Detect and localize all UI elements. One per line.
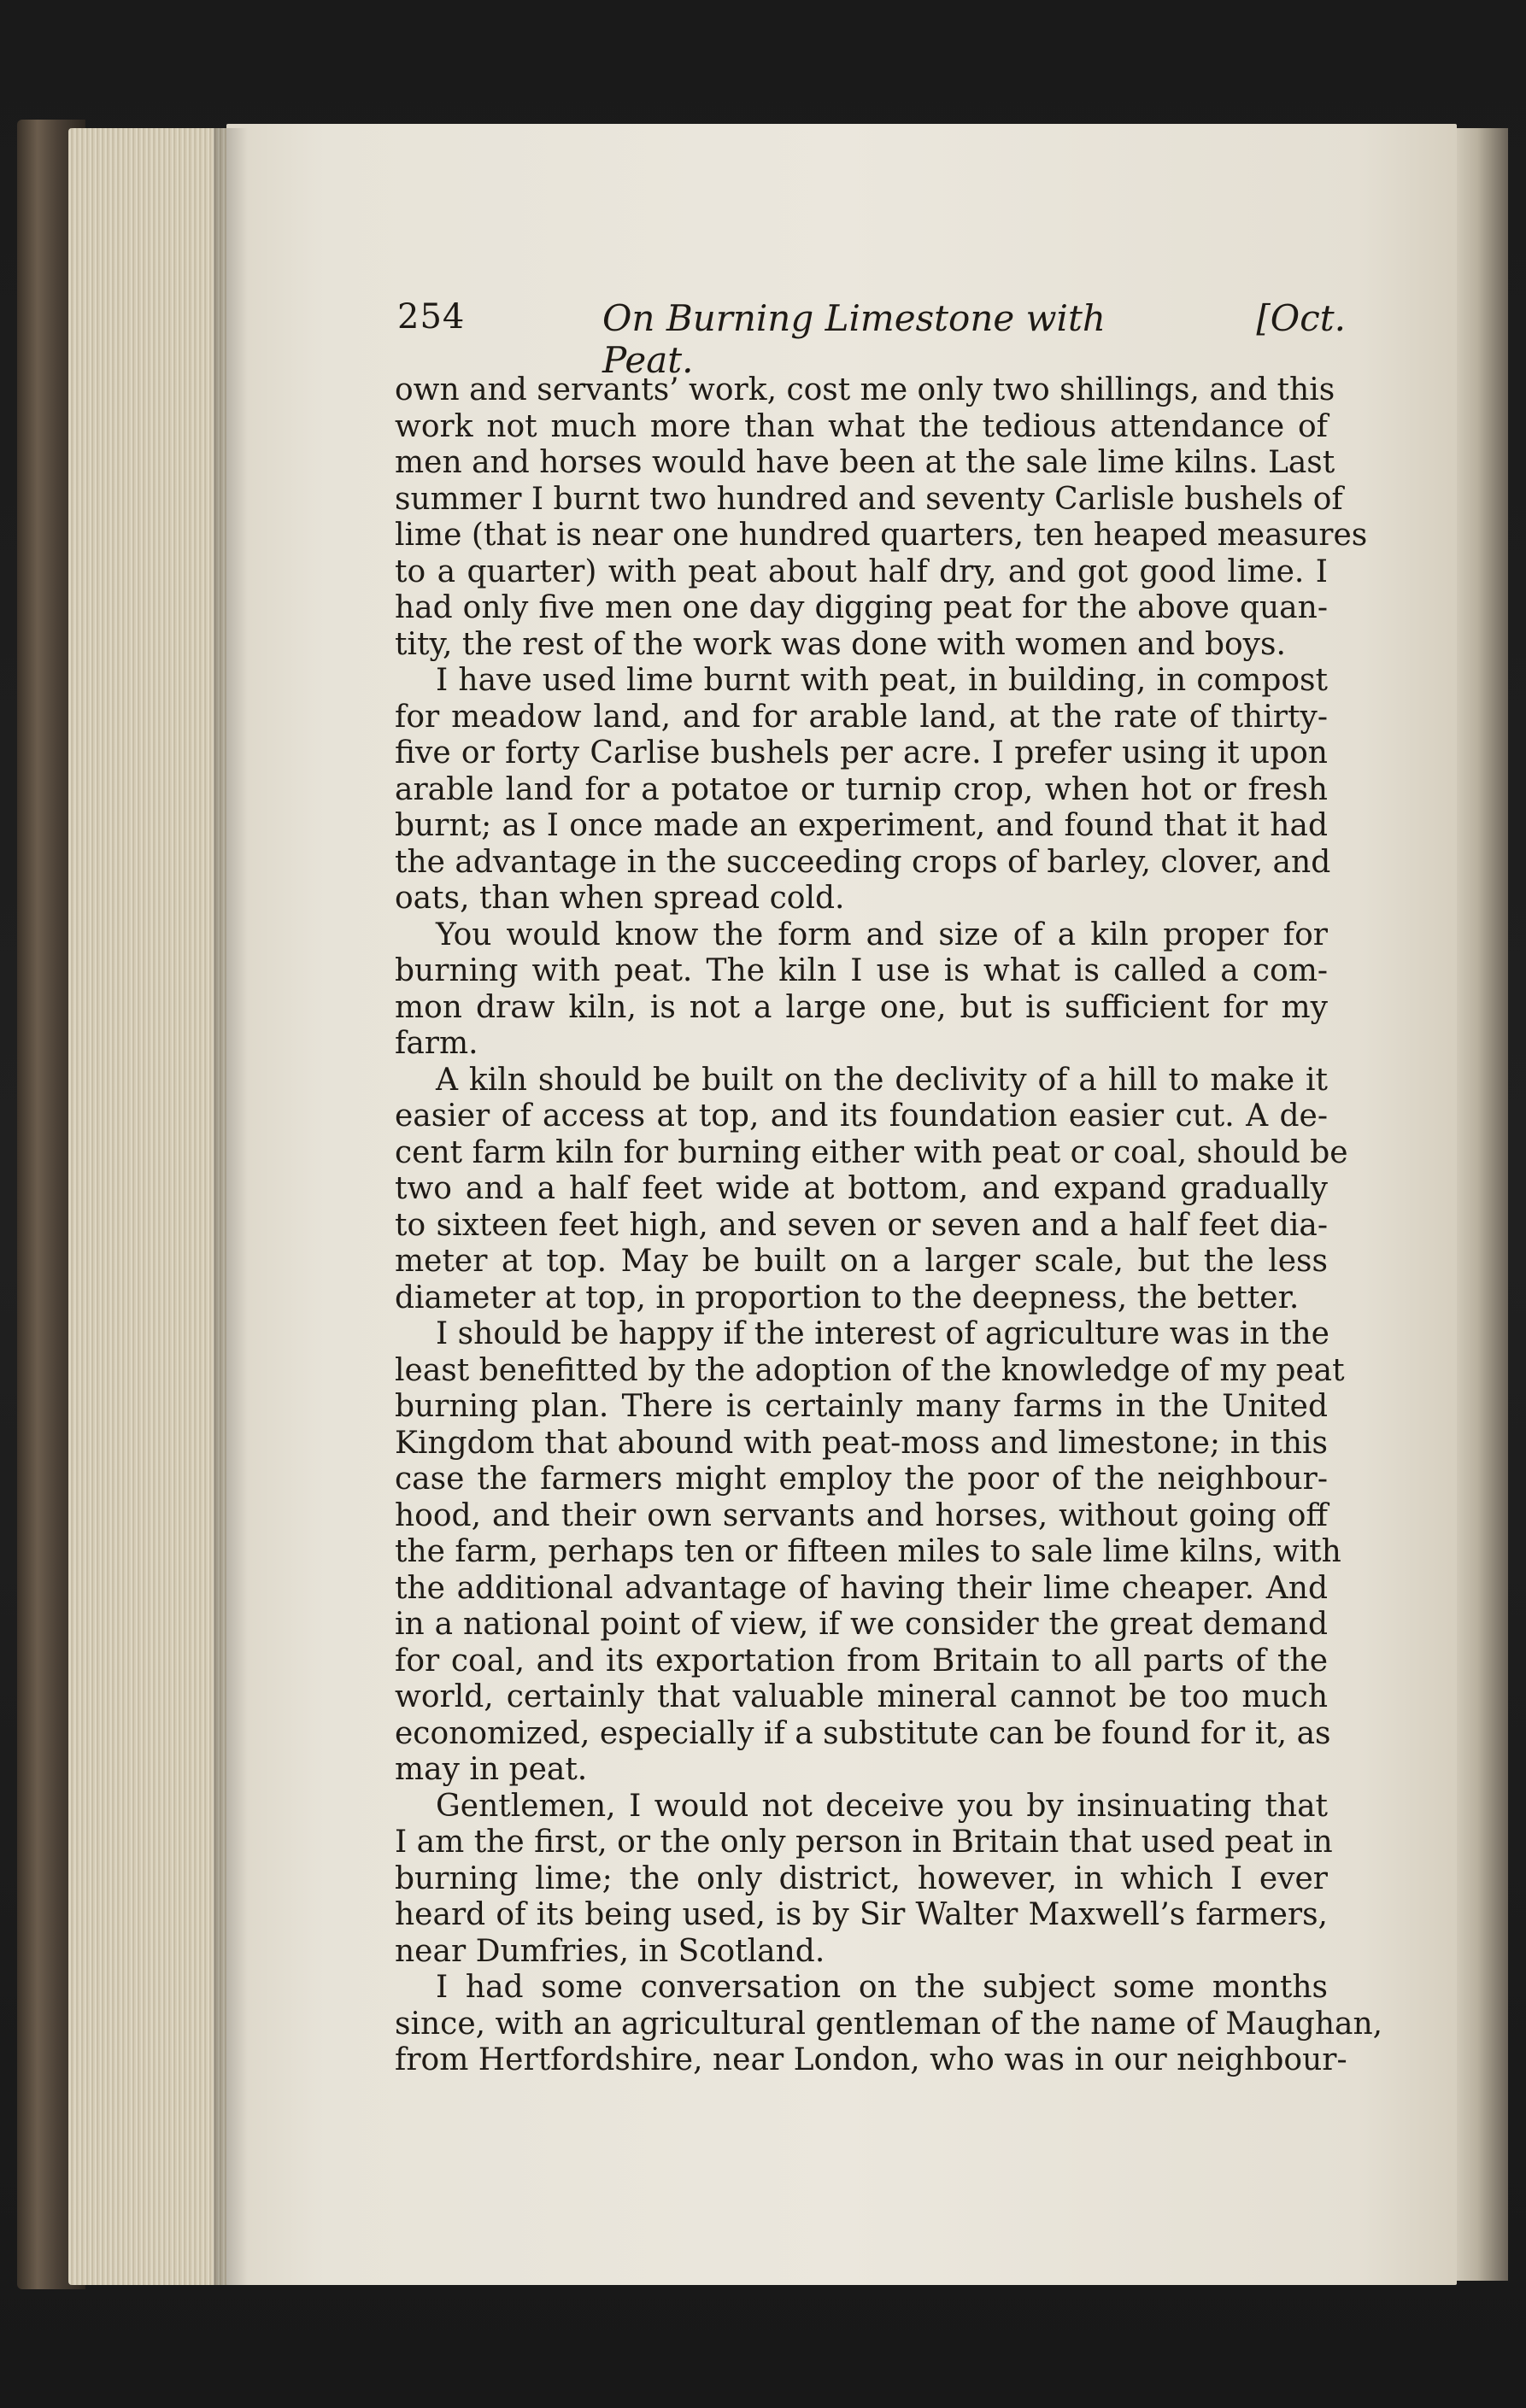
text-line: meter at top. May be built on a larger scale, but the less — [395, 1244, 1328, 1279]
text-line: work not much more than what the tedious attendance of — [395, 408, 1328, 444]
text-line: two and a half feet wide at bottom, and expand gradually — [395, 1171, 1328, 1206]
facing-page-edge — [1457, 128, 1508, 2281]
text-line: I am the first, or the only person in Britain that used peat in — [395, 1825, 1333, 1860]
running-header — [397, 290, 1346, 381]
text-line: five or forty Carlise bushels per acre. I prefer using it upon — [395, 735, 1328, 770]
text-line: summer I burnt two hundred and seventy Carlisle bushels of — [395, 481, 1343, 517]
text-line: I should be happy if the interest of agriculture was in the — [436, 1316, 1329, 1351]
text-line: arable land for a potatoe or turnip crop, when hot or fresh — [395, 771, 1328, 807]
text-line: the additional advantage of having their lime cheaper. And — [395, 1570, 1328, 1606]
text-line: to sixteen feet high, and seven or seven and a half feet dia- — [395, 1207, 1328, 1243]
text-line: burning plan. There is certainly many farms in the United — [395, 1389, 1328, 1424]
text-line: diameter at top, in proportion to the deepness, the better. — [395, 1280, 1300, 1315]
text-line: I have used lime burnt with peat, in building, in compost — [436, 663, 1328, 698]
issue-month: [Oct. — [1256, 297, 1346, 339]
text-line: to a quarter) with peat about half dry, and got good lime. I — [395, 554, 1328, 589]
text-line: for coal, and its exportation from Britain to all parts of the — [395, 1643, 1328, 1679]
text-line: burnt; as I once made an experiment, and found that it had — [395, 808, 1328, 843]
text-line: I had some conversation on the subject some months — [436, 1970, 1328, 2005]
text-line: Kingdom that abound with peat-moss and limestone; in this — [395, 1425, 1328, 1461]
text-line: cent farm kiln for burning either with peat or coal, should be — [395, 1134, 1348, 1170]
text-line: least benefitted by the adoption of the knowledge of my peat — [395, 1352, 1345, 1388]
running-title: On Burning Limestone with Peat. — [602, 297, 1106, 381]
text-line: heard of its being used, is by Sir Walter Maxwell’s farmers, — [395, 1897, 1328, 1932]
text-line: may in peat. — [395, 1752, 588, 1787]
text-line: the advantage in the succeeding crops of barley, clover, and — [395, 844, 1331, 880]
text-line: case the farmers might employ the poor of the neighbour- — [395, 1462, 1328, 1497]
text-line: since, with an agricultural gentleman of the name of Maughan, — [395, 2006, 1383, 2042]
text-line: near Dumfries, in Scotland. — [395, 1933, 825, 1969]
text-line: farm. — [395, 1026, 478, 1061]
text-line: burning lime; the only district, however, in which I ever — [395, 1860, 1328, 1896]
text-line: mon draw kiln, is not a large one, but is sufficient for my — [395, 989, 1328, 1025]
text-line: for meadow land, and for arable land, at the rate of thirty- — [395, 699, 1328, 735]
text-line: world, certainly that valuable mineral cannot be too much — [395, 1679, 1328, 1714]
text-line: burning with peat. The kiln I use is what is called a com- — [395, 953, 1328, 988]
text-line: in a national point of view, if we consider the great demand — [395, 1607, 1328, 1642]
page-number: 254 — [397, 297, 466, 337]
text-line: had only five men one day digging peat for the above quan- — [395, 590, 1328, 625]
text-line: the farm, perhaps ten or fifteen miles to sale lime kilns, with — [395, 1534, 1341, 1569]
page-stack-edge — [68, 128, 231, 2285]
text-line: A kiln should be built on the declivity of a hill to make it — [436, 1062, 1328, 1098]
body-text — [395, 372, 1383, 2079]
text-line: from Hertfordshire, near London, who was in our neighbour- — [395, 2042, 1347, 2077]
text-line: lime (that is near one hundred quarters, ten heaped measures — [395, 518, 1368, 553]
text-line: hood, and their own servants and horses, without going off — [395, 1497, 1328, 1533]
text-line: own and servants’ work, cost me only two shillings, and this — [395, 372, 1335, 407]
text-line: You would know the form and size of a kiln proper for — [436, 917, 1328, 952]
gutter-shadow — [214, 128, 248, 2285]
text-line: tity, the rest of the work was done with women and boys. — [395, 626, 1286, 662]
text-line: men and horses would have been at the sale lime kilns. Last — [395, 445, 1335, 480]
text-line: economized, especially if a substitute can be found for it, as — [395, 1715, 1331, 1751]
text-line: easier of access at top, and its foundation easier cut. A de- — [395, 1099, 1328, 1134]
text-line: Gentlemen, I would not deceive you by insinuating that — [436, 1788, 1328, 1824]
text-line: oats, than when spread cold. — [395, 881, 845, 916]
